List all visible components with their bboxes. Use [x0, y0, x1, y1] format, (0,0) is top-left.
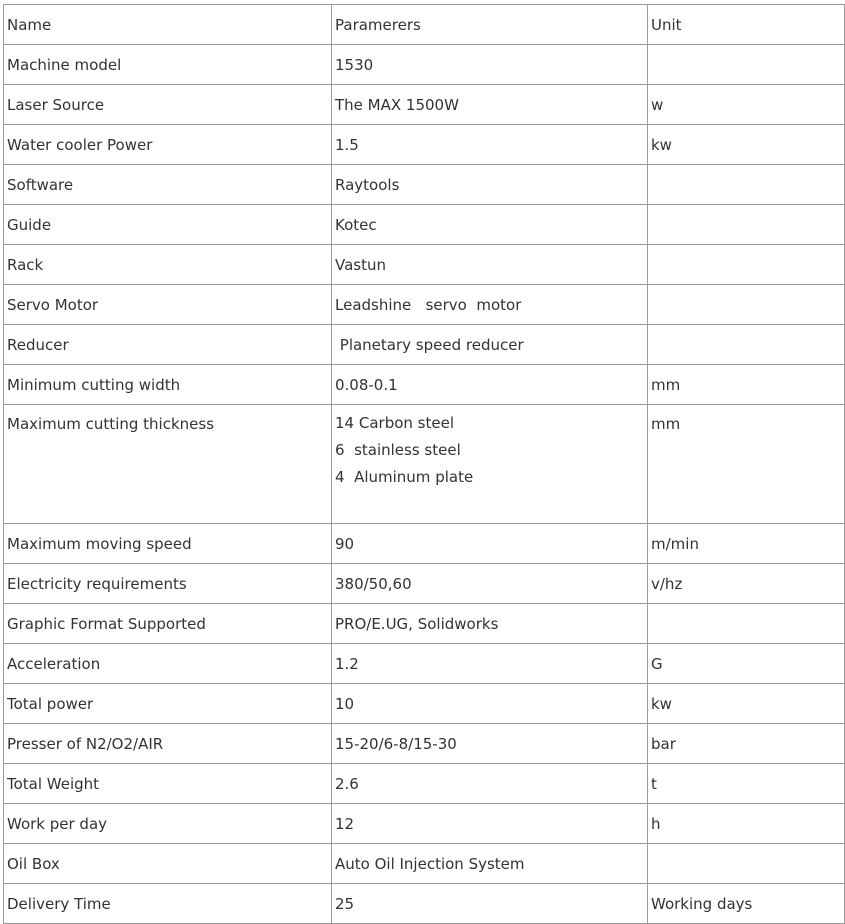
cell-unit: mm	[648, 365, 845, 405]
cell-parameter: Planetary speed reducer	[332, 325, 648, 365]
cell-unit	[648, 844, 845, 884]
cell-name: Graphic Format Supported	[4, 604, 332, 644]
table-row	[4, 245, 845, 285]
cell-parameter: The MAX 1500W	[332, 85, 648, 125]
cell-parameter: 15-20/6-8/15-30	[332, 724, 648, 764]
cell-unit	[648, 325, 845, 365]
cell-name: Delivery Time	[4, 884, 332, 924]
cell-parameter: 90	[332, 524, 648, 564]
thickness-line: 14 Carbon steel	[335, 414, 454, 432]
cell-parameter: 0.08-0.1	[332, 365, 648, 405]
cell-parameter	[332, 405, 648, 524]
specification-table	[3, 4, 845, 924]
cell-parameter: Vastun	[332, 245, 648, 285]
cell-parameter: Leadshine servo motor	[332, 285, 648, 325]
cell-parameter: 1.5	[332, 125, 648, 165]
table-row	[4, 85, 845, 125]
cell-unit: v/hz	[648, 564, 845, 604]
cell-unit: t	[648, 764, 845, 804]
table-row	[4, 724, 845, 764]
cell-unit: G	[648, 644, 845, 684]
table-row	[4, 844, 845, 884]
cell-name: Acceleration	[4, 644, 332, 684]
thickness-line: 6 stainless steel	[335, 441, 461, 459]
table-row	[4, 644, 845, 684]
cell-parameter: 380/50,60	[332, 564, 648, 604]
cell-name: Machine model	[4, 45, 332, 85]
cell-name: Servo Motor	[4, 285, 332, 325]
cell-unit	[648, 205, 845, 245]
cell-name: Work per day	[4, 804, 332, 844]
cell-unit: mm	[648, 405, 845, 524]
table-row	[4, 604, 845, 644]
table-row	[4, 764, 845, 804]
table-row	[4, 165, 845, 205]
table-row	[4, 205, 845, 245]
header-unit: Unit	[648, 5, 845, 45]
cell-name: Software	[4, 165, 332, 205]
cell-name: Oil Box	[4, 844, 332, 884]
cell-parameter: 10	[332, 684, 648, 724]
cell-name: Rack	[4, 245, 332, 285]
table-row	[4, 285, 845, 325]
table-row	[4, 365, 845, 405]
cell-name: Reducer	[4, 325, 332, 365]
table-row	[4, 125, 845, 165]
cell-unit	[648, 45, 845, 85]
thickness-line: 4 Aluminum plate	[335, 468, 474, 486]
cell-unit: w	[648, 85, 845, 125]
cell-parameter: 2.6	[332, 764, 648, 804]
table-row-max-cutting-thickness	[4, 405, 845, 524]
header-name: Name	[4, 5, 332, 45]
cell-name: Guide	[4, 205, 332, 245]
cell-name: Total Weight	[4, 764, 332, 804]
cell-name: Maximum cutting thickness	[4, 405, 332, 524]
cell-name: Minimum cutting width	[4, 365, 332, 405]
cell-parameter: 1530	[332, 45, 648, 85]
table-row	[4, 684, 845, 724]
cell-name: Maximum moving speed	[4, 524, 332, 564]
table-row	[4, 804, 845, 844]
cell-unit	[648, 245, 845, 285]
cell-name: Water cooler Power	[4, 125, 332, 165]
table-row	[4, 325, 845, 365]
cell-parameter: PRO/E.UG, Solidworks	[332, 604, 648, 644]
cell-unit	[648, 165, 845, 205]
cell-unit: Working days	[648, 884, 845, 924]
cell-name: Laser Source	[4, 85, 332, 125]
cell-name: Presser of N2/O2/AIR	[4, 724, 332, 764]
cell-unit	[648, 285, 845, 325]
table-row	[4, 45, 845, 85]
table-row	[4, 524, 845, 564]
table-row	[4, 564, 845, 604]
cell-name: Electricity requirements	[4, 564, 332, 604]
cell-parameter: Kotec	[332, 205, 648, 245]
cell-unit	[648, 604, 845, 644]
cell-unit: kw	[648, 125, 845, 165]
cell-unit: bar	[648, 724, 845, 764]
cell-name: Total power	[4, 684, 332, 724]
cell-parameter: Raytools	[332, 165, 648, 205]
cell-parameter: 1.2	[332, 644, 648, 684]
cell-unit: kw	[648, 684, 845, 724]
table-row	[4, 884, 845, 924]
cell-parameter: Auto Oil Injection System	[332, 844, 648, 884]
cell-unit: m/min	[648, 524, 845, 564]
cell-parameter: 25	[332, 884, 648, 924]
header-parameters: Paramerers	[332, 5, 648, 45]
header-row	[4, 5, 845, 45]
cell-unit: h	[648, 804, 845, 844]
cell-parameter: 12	[332, 804, 648, 844]
